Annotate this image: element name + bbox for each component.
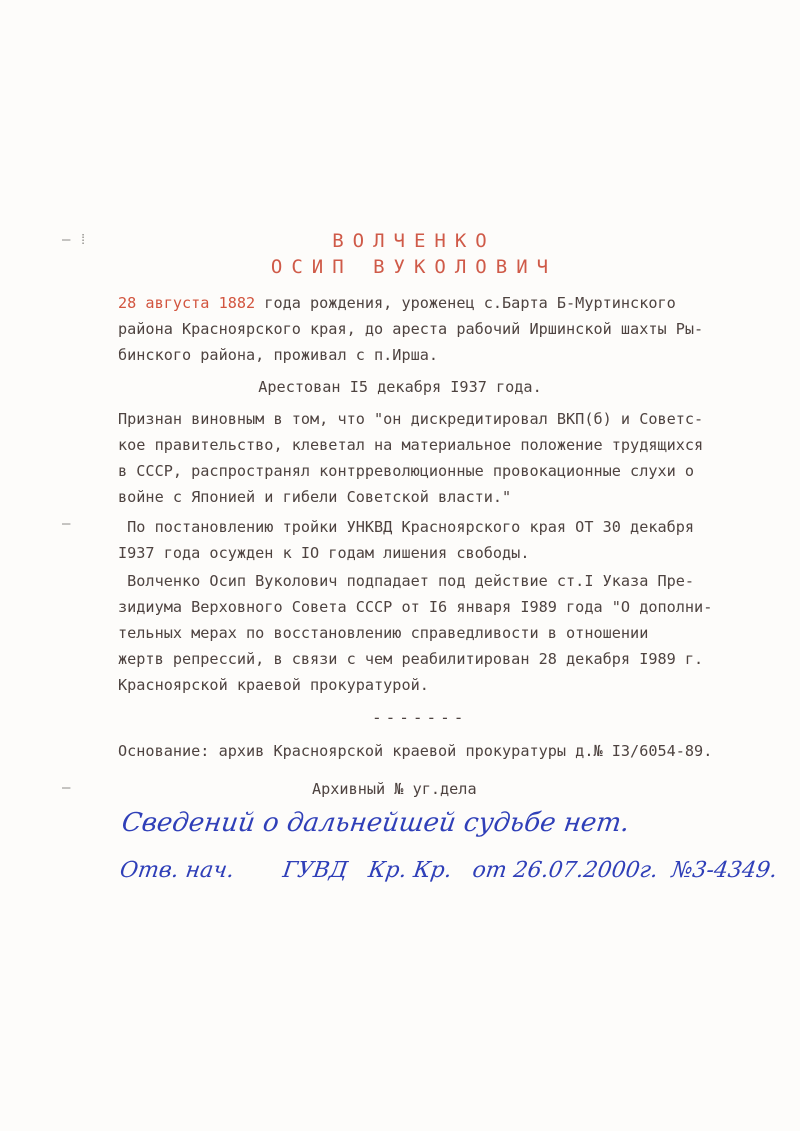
rehab-line-1: Волченко Осип Вуколович подпадает под действие ст.I Указа Пре-: [118, 572, 695, 590]
separator-dashes: -------: [372, 708, 468, 727]
person-name: ОСИП ВУКОЛОВИЧ: [270, 256, 558, 278]
person-surname: ВОЛЧЕНКО: [332, 230, 496, 252]
rehab-line-2: зидиума Верховного Совета СССР от I6 января I989 года "О дополни-: [118, 598, 713, 616]
rehab-line-3: тельных мерах по восстановлению справедливости в отношении: [118, 624, 649, 642]
birth-date: 28 августа 1882: [118, 294, 256, 312]
sentence-line-2: I937 года осужден к IO годам лишения свободы.: [118, 544, 530, 562]
charge-line-1: Признан виновным в том, что "он дискредитировал ВКП(б) и Советс-: [118, 410, 704, 428]
left-margin-mark-lower: —: [62, 780, 71, 796]
rehab-line-4: жертв репрессий, в связи с чем реабилитирован 28 декабря I989 г.: [118, 650, 704, 668]
handwritten-note-reference: Отв. нач. ГУВД Кр. Кр. от 26.07.2000г. №3-4349.: [118, 858, 779, 883]
bio-line-1: года рождения, уроженец с.Барта Б-Муртинского: [255, 294, 676, 312]
rehab-line-5: Красноярской краевой прокуратурой.: [118, 676, 429, 694]
sentence-line-1: По постановлению тройки УНКВД Красноярского края ОТ 30 декабря: [118, 518, 695, 536]
charge-line-2: кое правительство, клеветал на материальное положение трудящихся: [118, 436, 704, 454]
archive-number-line: Архивный № уг.дела: [312, 780, 477, 798]
handwritten-note-fate: Сведений о дальнейшей судьбе нет.: [119, 808, 632, 838]
bio-line-3: бинского района, проживал с п.Ирша.: [118, 346, 439, 364]
arrest-line: Арестован I5 декабря I937 года.: [258, 378, 542, 396]
charge-line-3: в СССР, распространял контрреволюционные провокационные слухи о: [118, 462, 695, 480]
charge-paragraph: [118, 406, 758, 510]
charge-line-4: войне с Японией и гибели Советской власти.": [118, 488, 512, 506]
left-margin-mark-top: — ⁞: [62, 232, 88, 248]
bio-paragraph: [118, 290, 758, 368]
bio-line-2: района Красноярского края, до ареста рабочий Иршинской шахты Ры-: [118, 320, 704, 338]
basis-line: Основание: архив Красноярской краевой прокуратуры д.№ I3/6054-89.: [118, 742, 713, 760]
left-margin-mark-mid: —: [62, 516, 71, 532]
sentence-paragraph: [118, 514, 758, 566]
rehabilitation-paragraph: [118, 568, 758, 698]
